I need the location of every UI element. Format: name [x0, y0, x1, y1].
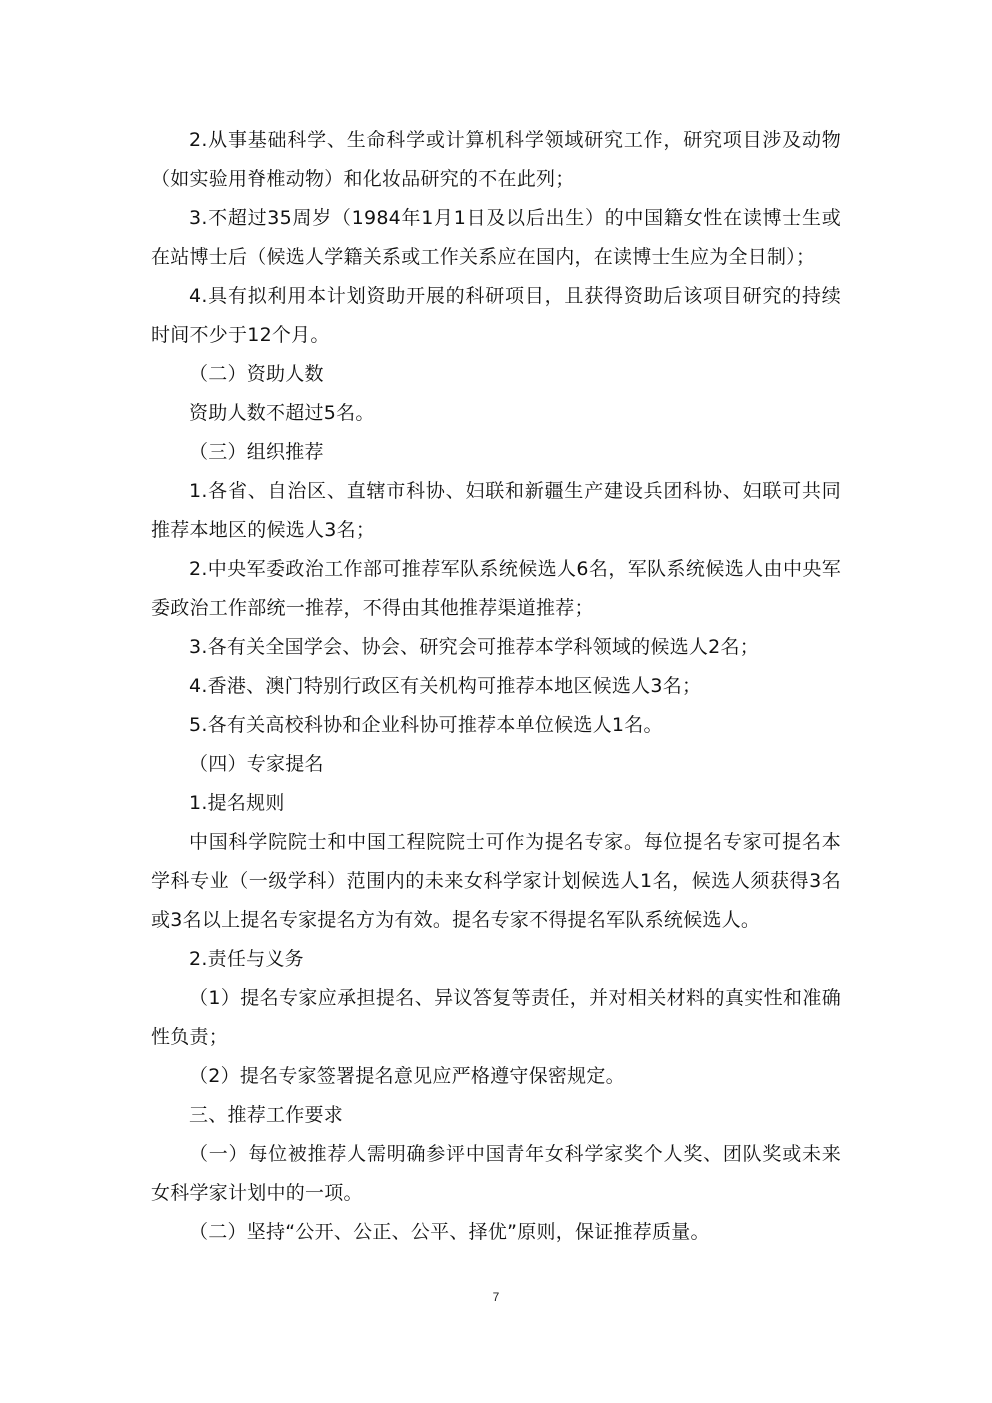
paragraph-eligibility-3: 3.不超过35周岁（1984年1月1日及以后出生）的中国籍女性在读博士生或在站博士后（候选人学籍关系或工作关系应在国内，在读博士生应为全日制）；	[151, 207, 841, 268]
paragraph-responsibility-2: （2）提名专家签署提名意见应严格遵守保密规定。	[189, 1065, 625, 1087]
section-heading-expert-nomination: （四）专家提名	[189, 753, 324, 775]
document-body	[151, 121, 841, 1252]
paragraph-nomination-rules: 中国科学院院士和中国工程院院士可作为提名专家。每位提名专家可提名本学科专业（一级学科）范围内的未来女科学家计划候选人1名，候选人须获得3名或3名以上提名专家提名方为有效。提名专家不得提名军队系统候选人。	[151, 831, 841, 931]
paragraph-responsibility-1: （1）提名专家应承担提名、异议答复等责任，并对相关材料的真实性和准确性负责；	[151, 987, 841, 1048]
section-heading-funding-count: （二）资助人数	[189, 363, 324, 385]
page-number: 7	[492, 1290, 500, 1304]
paragraph-recommendation-5: 5.各有关高校科协和企业科协可推荐本单位候选人1名。	[189, 714, 663, 736]
paragraph-recommendation-4: 4.香港、澳门特别行政区有关机构可推荐本地区候选人3名；	[189, 675, 702, 697]
subheading-responsibilities: 2.责任与义务	[189, 948, 304, 970]
paragraph-requirement-1: （一）每位被推荐人需明确参评中国青年女科学家奖个人奖、团队奖或未来女科学家计划中的一项。	[151, 1143, 841, 1204]
subheading-nomination-rules: 1.提名规则	[189, 792, 285, 814]
paragraph-eligibility-2: 2.从事基础科学、生命科学或计算机科学领域研究工作，研究项目涉及动物（如实验用脊椎动物）和化妆品研究的不在此列；	[151, 129, 841, 190]
paragraph-recommendation-1: 1.各省、自治区、直辖市科协、妇联和新疆生产建设兵团科协、妇联可共同推荐本地区的候选人3名；	[151, 480, 841, 541]
section-heading-recommendation: （三）组织推荐	[189, 441, 324, 463]
section-heading-requirements: 三、推荐工作要求	[189, 1104, 344, 1126]
paragraph-requirement-2: （二）坚持“公开、公正、公平、择优”原则，保证推荐质量。	[189, 1221, 710, 1243]
paragraph-recommendation-3: 3.各有关全国学会、协会、研究会可推荐本学科领域的候选人2名；	[189, 636, 759, 658]
paragraph-eligibility-4: 4.具有拟利用本计划资助开展的科研项目，且获得资助后该项目研究的持续时间不少于12个月。	[151, 285, 841, 346]
paragraph-recommendation-2: 2.中央军委政治工作部可推荐军队系统候选人6名，军队系统候选人由中央军委政治工作部统一推荐，不得由其他推荐渠道推荐；	[151, 558, 841, 619]
paragraph-funding-count: 资助人数不超过5名。	[189, 402, 375, 424]
